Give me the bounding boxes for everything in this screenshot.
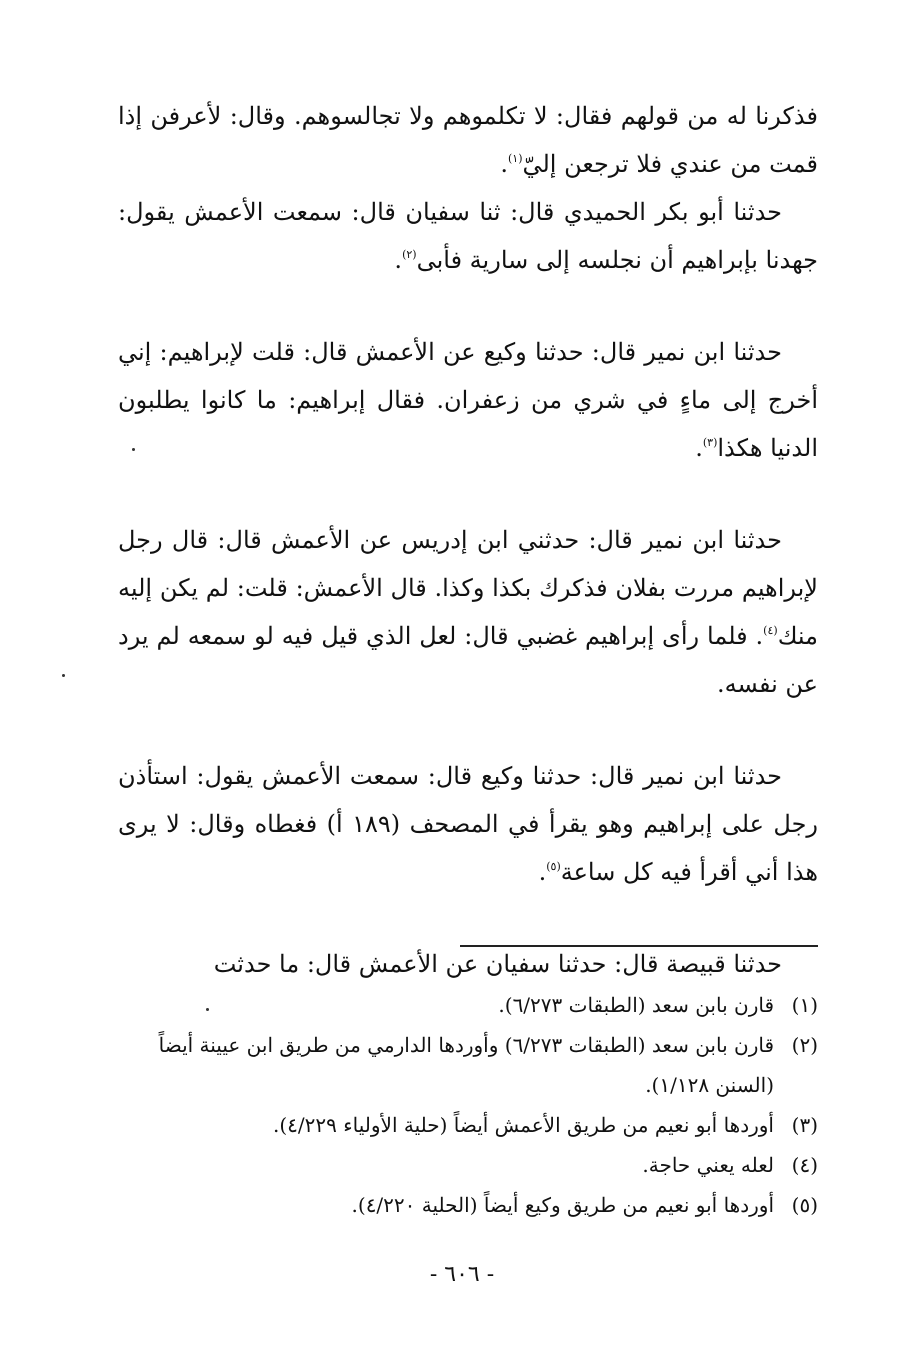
scan-speck [132, 448, 135, 451]
footnote-number: (٣) [791, 1113, 818, 1137]
footnote-number: (٤) [791, 1153, 818, 1177]
footnote-text: أوردها أبو نعيم من طريق الأعمش أيضاً (حلية الأولياء ٤/٢٢٩). [273, 1113, 774, 1137]
footnote-ref-5: (٥) [546, 860, 561, 873]
paragraph-1 [118, 92, 818, 188]
footnote-ref-2: (٢) [402, 248, 417, 261]
footnote-ref-1: (١) [507, 152, 523, 165]
footnote-ref-4: (٤) [763, 624, 778, 637]
paragraph-5-text: حدثنا ابن نمير قال: حدثنا وكيع قال: سمعت الأعمش يقول: استأذن رجل على إبراهيم وهو يقرأ في المصحف (١٨٩ أ) فغطاه وقال: لا يرى هذا أني أقرأ فيه كل ساعة [118, 762, 819, 886]
footnote-2 [118, 1025, 818, 1105]
main-text [118, 92, 818, 988]
paragraph-5 [118, 752, 818, 896]
paragraph-1-end: . [500, 150, 508, 178]
footnote-1 [118, 985, 818, 1025]
footnote-3 [118, 1105, 818, 1145]
footnote-5 [118, 1185, 818, 1225]
paragraph-2 [118, 188, 818, 284]
paragraph-1-text: فذكرنا له من قولهم فقال: لا تكلموهم ولا تجالسوهم. وقال: لأعرفن إذا قمت من عندي فلا ترجعن إليّ [118, 102, 818, 178]
paragraph-2-text: حدثنا أبو بكر الحميدي قال: ثنا سفيان قال: سمعت الأعمش يقول: جهدنا بإبراهيم أن نجلسه إلى سارية فأبى [118, 198, 818, 274]
paragraph-2-end: . [394, 246, 403, 274]
paragraph-4-text: حدثنا ابن نمير قال: حدثني ابن إدريس عن الأعمش قال: قال رجل لإبراهيم مررت بفلان فذكرك بكذا وكذا. قال الأعمش: قلت: لم يكن إليه منك [118, 526, 819, 650]
paragraph-6 [118, 940, 818, 988]
footnote-number: (١) [791, 993, 818, 1017]
footnote-number: (٢) [791, 1033, 818, 1057]
paragraph-3-text: حدثنا ابن نمير قال: حدثنا وكيع عن الأعمش قال: قلت لإبراهيم: إني أخرج إلى ماءٍ في شري من زعفران. فقال إبراهيم: ما كانوا يطلبون الدنيا هكذا [118, 338, 818, 462]
footnote-4 [118, 1145, 818, 1185]
footnote-text: لعله يعني حاجة. [642, 1153, 774, 1177]
footnote-text: أوردها أبو نعيم من طريق وكيع أيضاً (الحلية ٤/٢٢٠). [351, 1193, 774, 1217]
footnote-divider [460, 945, 818, 947]
footnote-text: قارن بابن سعد (الطبقات ٦/٢٧٣). [498, 993, 774, 1017]
footnote-number: (٥) [791, 1193, 818, 1217]
footnotes [118, 985, 818, 1225]
paragraph-3 [118, 328, 818, 472]
footnote-text: قارن بابن سعد (الطبقات ٦/٢٧٣) وأوردها الدارمي من طريق ابن عيينة أيضاً (السنن ١/١٢٨). [158, 1033, 774, 1097]
page-number: - ٦٠٦ - [429, 1262, 495, 1287]
scan-speck [206, 1008, 209, 1011]
paragraph-4 [118, 516, 818, 708]
paragraph-5-end: . [538, 858, 547, 886]
paragraph-4-end: . فلما رأى إبراهيم غضبي قال: لعل الذي قيل فيه لو سمعه لم يرد عن نفسه. [118, 622, 818, 698]
footnote-ref-3: (٣) [702, 436, 718, 449]
paragraph-3-end: . [695, 434, 703, 462]
scan-speck [62, 674, 65, 677]
paragraph-6-text: حدثنا قبيصة قال: حدثنا سفيان عن الأعمش قال: ما حدثت [213, 950, 782, 978]
